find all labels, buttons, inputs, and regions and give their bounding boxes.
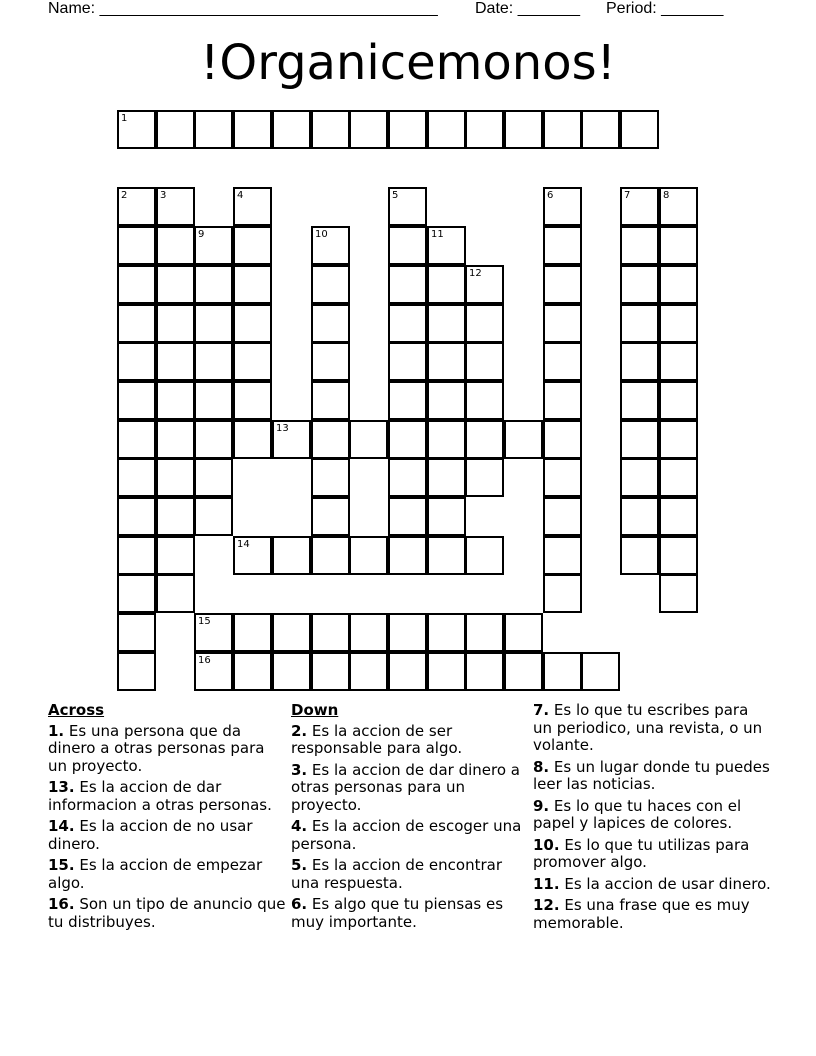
crossword-cell[interactable] <box>465 536 504 575</box>
crossword-cell[interactable] <box>272 536 311 575</box>
crossword-cell[interactable] <box>233 110 272 149</box>
crossword-cell[interactable] <box>543 226 582 265</box>
crossword-cell[interactable] <box>504 613 543 652</box>
clue-text: Es la accion de no usar dinero. <box>48 817 253 853</box>
crossword-cell[interactable] <box>233 536 272 575</box>
clue-4 <box>291 818 529 853</box>
crossword-cell[interactable] <box>233 613 272 652</box>
crossword-cell[interactable] <box>117 265 156 304</box>
crossword-cell[interactable] <box>117 652 156 691</box>
crossword-cell[interactable] <box>427 342 466 381</box>
crossword-cell[interactable] <box>156 265 195 304</box>
crossword-cell[interactable] <box>659 226 698 265</box>
clue-3 <box>291 762 529 815</box>
clue-text: Es la accion de ser responsable para algo. <box>291 721 463 757</box>
crossword-cell[interactable] <box>388 342 427 381</box>
crossword-cell[interactable] <box>465 342 504 381</box>
crossword-cell[interactable] <box>311 381 350 420</box>
crossword-cell[interactable] <box>543 497 582 536</box>
crossword-cell[interactable] <box>388 536 427 575</box>
crossword-cell[interactable] <box>117 226 156 265</box>
crossword-cell[interactable] <box>620 536 659 575</box>
crossword-cell[interactable] <box>620 187 659 226</box>
crossword-cell[interactable] <box>543 574 582 613</box>
crossword-cell[interactable] <box>620 381 659 420</box>
crossword-cell[interactable] <box>272 613 311 652</box>
clue-number: 15. <box>48 856 75 874</box>
crossword-cell[interactable] <box>311 613 350 652</box>
crossword-cell[interactable] <box>156 226 195 265</box>
crossword-cell[interactable] <box>194 497 233 536</box>
clue-text: Son un tipo de anuncio que tu distribuyes. <box>48 895 286 931</box>
crossword-cell[interactable] <box>659 536 698 575</box>
cell-number: 13 <box>276 423 289 434</box>
crossword-cell[interactable] <box>388 458 427 497</box>
clue-text: Es lo que tu haces con el papel y lapices de colores. <box>533 796 742 832</box>
crossword-cell[interactable] <box>581 110 620 149</box>
crossword-cell[interactable] <box>659 458 698 497</box>
crossword-cell[interactable] <box>465 381 504 420</box>
crossword-cell[interactable] <box>465 652 504 691</box>
crossword-cell[interactable] <box>272 420 311 459</box>
crossword-cell[interactable] <box>465 613 504 652</box>
crossword-cell[interactable] <box>388 265 427 304</box>
crossword-cell[interactable] <box>620 304 659 343</box>
crossword-cell[interactable] <box>427 652 466 691</box>
crossword-cell[interactable] <box>427 381 466 420</box>
across-clues <box>48 702 286 935</box>
crossword-cell[interactable] <box>349 110 388 149</box>
crossword-cell[interactable] <box>388 187 427 226</box>
crossword-cell[interactable] <box>311 304 350 343</box>
crossword-cell[interactable] <box>117 304 156 343</box>
crossword-cell[interactable] <box>543 458 582 497</box>
crossword-cell[interactable] <box>194 110 233 149</box>
clue-1 <box>48 723 286 776</box>
crossword-cell[interactable] <box>233 381 272 420</box>
crossword-cell[interactable] <box>194 342 233 381</box>
crossword-cell[interactable] <box>504 652 543 691</box>
crossword-cell[interactable] <box>117 536 156 575</box>
clue-number: 11. <box>533 874 560 893</box>
crossword-cell[interactable] <box>272 652 311 691</box>
clue-7 <box>533 702 771 755</box>
crossword-cell[interactable] <box>427 304 466 343</box>
crossword-cell[interactable] <box>194 652 233 691</box>
crossword-cell[interactable] <box>156 187 195 226</box>
crossword-cell[interactable] <box>194 381 233 420</box>
crossword-cell[interactable] <box>659 381 698 420</box>
cell-number: 4 <box>237 190 244 201</box>
clue-text: Es un lugar donde tu puedes leer las noticias. <box>533 757 770 793</box>
crossword-cell[interactable] <box>117 342 156 381</box>
clue-number: 7. <box>533 701 550 719</box>
clue-number: 6. <box>291 895 308 913</box>
crossword-cell[interactable] <box>543 536 582 575</box>
crossword-cell[interactable] <box>311 536 350 575</box>
cell-number: 2 <box>121 190 128 201</box>
crossword-cell[interactable] <box>349 536 388 575</box>
crossword-cell[interactable] <box>311 652 350 691</box>
cell-number: 15 <box>198 616 211 627</box>
crossword-cell[interactable] <box>465 420 504 459</box>
crossword-cell[interactable] <box>194 226 233 265</box>
clue-5 <box>291 857 529 892</box>
clue-text: Es algo que tu piensas es muy importante. <box>291 895 504 931</box>
clue-text: Es una frase que es muy memorable. <box>533 896 750 932</box>
crossword-cell[interactable] <box>465 110 504 149</box>
crossword-cell[interactable] <box>388 652 427 691</box>
clue-text: Es la accion de usar dinero. <box>559 874 771 893</box>
crossword-cell[interactable] <box>233 420 272 459</box>
crossword-cell[interactable] <box>543 304 582 343</box>
crossword-cell[interactable] <box>156 381 195 420</box>
crossword-cell[interactable] <box>233 304 272 343</box>
crossword-cell[interactable] <box>659 304 698 343</box>
crossword-cell[interactable] <box>117 110 156 149</box>
crossword-cell[interactable] <box>427 226 466 265</box>
crossword-cell[interactable] <box>581 652 620 691</box>
crossword-cell[interactable] <box>233 652 272 691</box>
cell-number: 7 <box>624 190 631 201</box>
clue-number: 12. <box>533 896 560 914</box>
crossword-cell[interactable] <box>620 497 659 536</box>
crossword-cell[interactable] <box>156 497 195 536</box>
crossword-cell[interactable] <box>659 574 698 613</box>
crossword-cell[interactable] <box>388 381 427 420</box>
clue-text: Es la accion de escoger una persona. <box>291 817 522 853</box>
clue-number: 5. <box>291 856 308 874</box>
cell-number: 3 <box>160 190 167 201</box>
across-heading: Across <box>48 701 105 719</box>
crossword-cell[interactable] <box>388 613 427 652</box>
clue-number: 2. <box>291 721 308 740</box>
crossword-cell[interactable] <box>543 110 582 149</box>
clue-number: 1. <box>48 721 65 740</box>
period-field[interactable]: Period: _______ <box>606 0 724 17</box>
crossword-cell[interactable] <box>465 458 504 497</box>
crossword-cell[interactable] <box>620 110 659 149</box>
page-title: !Organicemonos! <box>200 35 616 91</box>
crossword-cell[interactable] <box>659 342 698 381</box>
crossword-cell[interactable] <box>427 420 466 459</box>
clue-2 <box>291 723 529 758</box>
crossword-cell[interactable] <box>427 110 466 149</box>
crossword-cell[interactable] <box>194 265 233 304</box>
crossword-cell[interactable] <box>388 420 427 459</box>
crossword-cell[interactable] <box>194 304 233 343</box>
clue-11 <box>533 876 771 894</box>
clue-text: Es una persona que da dinero a otras personas para un proyecto. <box>48 721 265 775</box>
crossword-cell[interactable] <box>117 497 156 536</box>
crossword-cell[interactable] <box>427 536 466 575</box>
clue-number: 9. <box>533 796 550 815</box>
crossword-cell[interactable] <box>311 420 350 459</box>
crossword-cell[interactable] <box>117 458 156 497</box>
clue-9 <box>533 798 771 833</box>
cell-number: 5 <box>392 190 399 201</box>
cell-number: 10 <box>315 229 328 240</box>
crossword-cell[interactable] <box>233 265 272 304</box>
clue-6 <box>291 896 529 931</box>
crossword-cell[interactable] <box>349 613 388 652</box>
clue-14 <box>48 818 286 853</box>
clue-16 <box>48 896 286 931</box>
clue-15 <box>48 857 286 892</box>
crossword-cell[interactable] <box>465 265 504 304</box>
down-clues-continued <box>533 702 771 936</box>
clue-number: 10. <box>533 835 560 854</box>
crossword-cell[interactable] <box>620 458 659 497</box>
crossword-cell[interactable] <box>620 342 659 381</box>
clue-12 <box>533 897 771 932</box>
crossword-cell[interactable] <box>233 342 272 381</box>
crossword-cell[interactable] <box>620 420 659 459</box>
crossword-cell[interactable] <box>156 420 195 459</box>
crossword-cell[interactable] <box>311 110 350 149</box>
crossword-cell[interactable] <box>311 265 350 304</box>
crossword-cell[interactable] <box>620 265 659 304</box>
crossword-cell[interactable] <box>388 304 427 343</box>
crossword-cell[interactable] <box>427 458 466 497</box>
name-field[interactable]: Name: ______________________________________ <box>48 0 438 17</box>
crossword-cell[interactable] <box>156 458 195 497</box>
crossword-cell[interactable] <box>311 458 350 497</box>
crossword-cell[interactable] <box>156 110 195 149</box>
crossword-cell[interactable] <box>311 497 350 536</box>
crossword-cell[interactable] <box>620 226 659 265</box>
crossword-cell[interactable] <box>311 226 350 265</box>
crossword-cell[interactable] <box>349 420 388 459</box>
cell-number: 1 <box>121 113 128 124</box>
date-field[interactable]: Date: _______ <box>475 0 580 17</box>
clue-number: 3. <box>291 760 308 779</box>
cell-number: 8 <box>663 190 670 201</box>
crossword-cell[interactable] <box>659 265 698 304</box>
clue-text: Es la accion de dar dinero a otras personas para un proyecto. <box>291 760 520 814</box>
clue-number: 4. <box>291 817 308 835</box>
clue-number: 16. <box>48 895 75 913</box>
crossword-cell[interactable] <box>427 497 466 536</box>
clue-10 <box>533 837 771 872</box>
clue-number: 13. <box>48 778 75 796</box>
crossword-cell[interactable] <box>117 574 156 613</box>
crossword-cell[interactable] <box>388 226 427 265</box>
crossword-cell[interactable] <box>156 574 195 613</box>
clue-text: Es lo que tu utilizas para promover algo. <box>533 835 750 871</box>
crossword-cell[interactable] <box>388 497 427 536</box>
crossword-cell[interactable] <box>543 187 582 226</box>
crossword-cell[interactable] <box>543 381 582 420</box>
down-clues <box>291 702 529 935</box>
crossword-cell[interactable] <box>543 265 582 304</box>
crossword-cell[interactable] <box>156 536 195 575</box>
crossword-cell[interactable] <box>117 420 156 459</box>
cell-number: 14 <box>237 539 250 550</box>
cell-number: 12 <box>469 268 482 279</box>
down-heading: Down <box>291 701 339 719</box>
cell-number: 6 <box>547 190 554 201</box>
crossword-cell[interactable] <box>194 420 233 459</box>
clue-8 <box>533 759 771 794</box>
clue-number: 14. <box>48 817 75 835</box>
crossword-cell[interactable] <box>233 187 272 226</box>
crossword-cell[interactable] <box>194 613 233 652</box>
clue-text: Es la accion de dar informacion a otras personas. <box>48 778 272 814</box>
clue-text: Es la accion de empezar algo. <box>48 856 263 892</box>
clue-text: Es lo que tu escribes para un periodico, una revista, o un volante. <box>533 701 763 754</box>
crossword-cell[interactable] <box>388 110 427 149</box>
crossword-cell[interactable] <box>543 342 582 381</box>
crossword-cell[interactable] <box>117 613 156 652</box>
crossword-cell[interactable] <box>659 187 698 226</box>
crossword-cell[interactable] <box>427 613 466 652</box>
crossword-cell[interactable] <box>117 187 156 226</box>
crossword-cell[interactable] <box>272 110 311 149</box>
crossword-cell[interactable] <box>659 420 698 459</box>
crossword-cell[interactable] <box>117 381 156 420</box>
crossword-cell[interactable] <box>465 304 504 343</box>
crossword-cell[interactable] <box>504 420 543 459</box>
crossword-cell[interactable] <box>156 304 195 343</box>
crossword-cell[interactable] <box>156 342 195 381</box>
crossword-cell[interactable] <box>427 265 466 304</box>
clue-text: Es la accion de encontrar una respuesta. <box>291 856 502 892</box>
crossword-cell[interactable] <box>659 497 698 536</box>
crossword-cell[interactable] <box>349 652 388 691</box>
cell-number: 16 <box>198 655 211 666</box>
crossword-cell[interactable] <box>543 652 582 691</box>
clue-number: 8. <box>533 757 550 776</box>
cell-number: 9 <box>198 229 205 240</box>
crossword-cell[interactable] <box>543 420 582 459</box>
cell-number: 11 <box>431 229 444 240</box>
clue-13 <box>48 779 286 814</box>
crossword-cell[interactable] <box>504 110 543 149</box>
crossword-cell[interactable] <box>311 342 350 381</box>
crossword-cell[interactable] <box>194 458 233 497</box>
crossword-cell[interactable] <box>233 226 272 265</box>
